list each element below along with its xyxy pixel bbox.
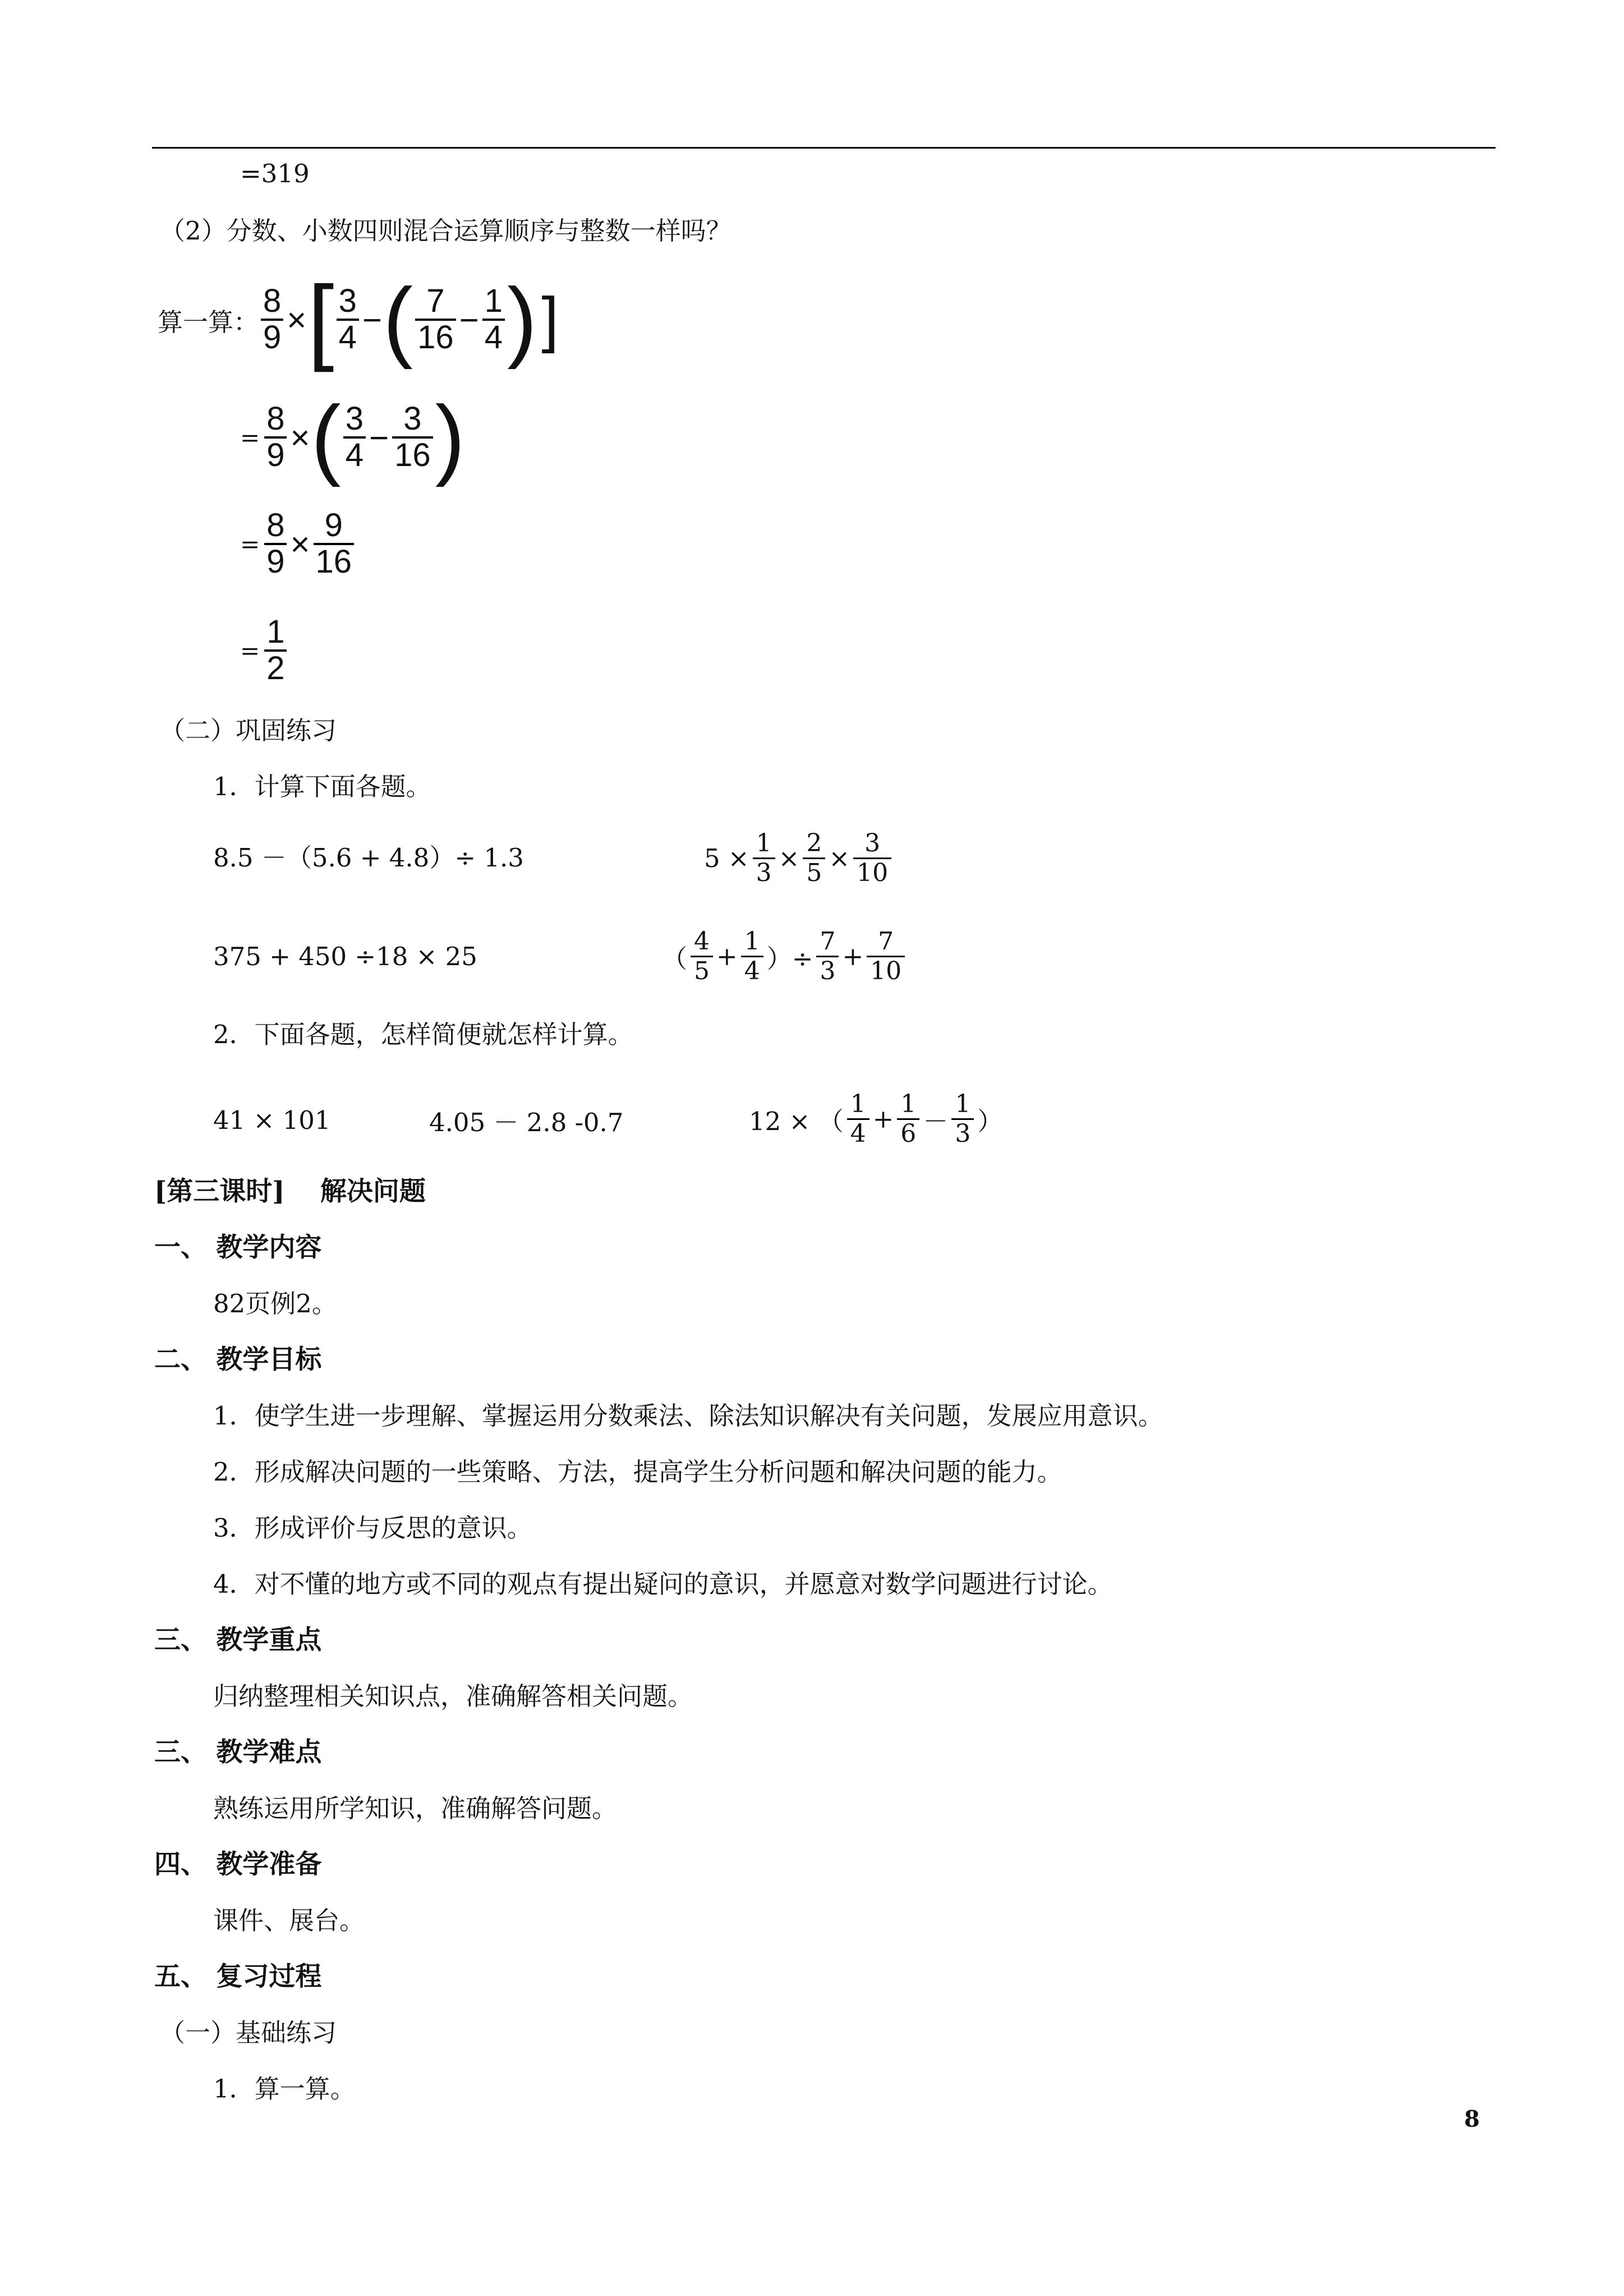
fraction [264, 509, 287, 579]
numerator: 2 [806, 829, 822, 858]
fraction [264, 402, 287, 473]
result-line: =319 [240, 159, 310, 188]
expression-text: 12 × （ [749, 1106, 844, 1136]
numerator: 9 [324, 507, 343, 544]
numerator: 8 [266, 400, 285, 437]
fraction [816, 928, 839, 985]
fraction [803, 829, 825, 887]
numerator: 1 [955, 1090, 971, 1119]
times-sign: × [287, 301, 307, 339]
equals-sign: = [240, 637, 260, 665]
equals-sign: = [240, 423, 260, 451]
right-paren: ) [507, 269, 537, 370]
operator: + [716, 941, 738, 971]
denominator: 16 [394, 437, 431, 473]
question-2: （2）分数、小数四则混合运算顺序与整数一样吗？ [160, 216, 732, 246]
denominator: 9 [266, 543, 285, 580]
operator: × [829, 843, 850, 873]
fraction [847, 1090, 869, 1147]
exercise-2c [749, 1085, 1002, 1152]
numerator: 4 [694, 927, 710, 956]
numerator: 1 [850, 1090, 866, 1119]
numerator: 3 [338, 283, 357, 320]
section-heading-difficulty: 三、 教学难点 [154, 1737, 322, 1768]
fraction [314, 509, 355, 579]
numerator: 7 [820, 927, 836, 956]
numerator: 3 [864, 829, 881, 858]
operator: + [872, 1104, 894, 1134]
exercise-2a: 41 × 101 [213, 1105, 331, 1135]
denominator: 4 [484, 319, 503, 356]
math-line-2 [240, 387, 465, 487]
exercise-1b [704, 824, 895, 892]
math-line-1 [158, 266, 559, 373]
basic-practice-1: 1．算一算。 [213, 2074, 356, 2104]
section-heading-goals: 二、 教学目标 [154, 1344, 322, 1375]
exercise-1d [662, 923, 908, 990]
content-text: 82页例2。 [213, 1289, 337, 1318]
times-sign: × [290, 418, 310, 457]
goal-3: 3．形成评价与反思的意识。 [213, 1513, 532, 1543]
math-line-4 [240, 608, 289, 693]
exercise-2-title: 2．下面各题，怎样简便就怎样计算。 [213, 1020, 633, 1049]
fraction [392, 402, 433, 473]
denominator: 4 [345, 437, 364, 473]
numerator: 1 [266, 614, 285, 651]
calc-label: 算一算： [158, 307, 259, 337]
denominator: 3 [955, 1119, 971, 1148]
preparation-text: 课件、展台。 [213, 1906, 365, 1935]
section-heading-process: 五、 复习过程 [154, 1961, 322, 1992]
denominator: 4 [850, 1119, 866, 1148]
fraction [867, 928, 905, 985]
exercise-2b: 4.05 － 2.8 -0.7 [429, 1107, 624, 1137]
fraction [753, 829, 775, 887]
left-paren: ( [311, 387, 341, 487]
operator: × [778, 843, 800, 873]
denominator: 5 [806, 858, 822, 887]
key-point-text: 归纳整理相关知识点，准确解答相关问题。 [213, 1681, 693, 1711]
difficulty-text: 熟练运用所学知识，准确解答问题。 [213, 1794, 618, 1823]
numerator: 3 [345, 400, 364, 437]
left-bracket: [ [307, 266, 334, 373]
numerator: 1 [756, 829, 772, 858]
fraction [261, 284, 283, 355]
goal-4: 4．对不懂的地方或不同的观点有提出疑问的意识，并愿意对数学问题进行讨论。 [213, 1569, 1113, 1599]
denominator: 4 [744, 956, 760, 985]
minus-sign: − [459, 301, 479, 339]
numerator: 3 [403, 400, 422, 437]
numerator: 7 [426, 283, 445, 320]
numerator: 8 [263, 283, 282, 320]
operator: － [923, 1106, 949, 1136]
denominator: 9 [266, 437, 285, 473]
denominator: 10 [870, 956, 902, 985]
lesson-title: [第三课时] 解决问题 [154, 1176, 426, 1207]
expression-text: ）÷ [766, 943, 813, 974]
denominator: 3 [820, 956, 836, 985]
expression-text: ） [977, 1106, 1003, 1136]
exercise-1c: 375 + 450 ÷18 × 25 [213, 941, 477, 971]
right-bracket: ] [541, 285, 559, 354]
numerator: 1 [900, 1090, 917, 1119]
expression-text: 5 × [704, 843, 749, 873]
left-paren: ( [383, 269, 413, 370]
fraction [853, 829, 891, 887]
fraction [343, 402, 366, 473]
fraction [337, 284, 359, 355]
math-line-3 [240, 502, 356, 586]
section-heading-content: 一、 教学内容 [154, 1232, 322, 1263]
denominator: 6 [900, 1119, 917, 1148]
page-number: 8 [1464, 2106, 1480, 2132]
times-sign: × [290, 525, 310, 563]
fraction [415, 284, 456, 355]
section-heading-key-point: 三、 教学重点 [154, 1625, 322, 1656]
minus-sign: − [362, 301, 382, 339]
fraction [897, 1090, 919, 1147]
expression-text: （ [662, 943, 688, 974]
numerator: 1 [744, 927, 760, 956]
numerator: 1 [484, 283, 503, 320]
fraction [741, 928, 763, 985]
denominator: 16 [315, 543, 352, 580]
numerator: 7 [878, 927, 894, 956]
denominator: 3 [756, 858, 772, 887]
section-heading-preparation: 四、 教学准备 [154, 1849, 322, 1880]
operator: + [842, 941, 864, 971]
goal-2: 2．形成解决问题的一些策略、方法，提高学生分析问题和解决问题的能力。 [213, 1457, 1062, 1487]
equals-sign: = [240, 530, 260, 558]
numerator: 8 [266, 507, 285, 544]
denominator: 16 [417, 319, 454, 356]
denominator: 5 [694, 956, 710, 985]
denominator: 4 [338, 319, 357, 356]
consolidation-heading: （二）巩固练习 [160, 716, 337, 745]
fraction [951, 1090, 974, 1147]
fraction [691, 928, 713, 985]
basic-practice-heading: （一）基础练习 [160, 2018, 337, 2048]
denominator: 10 [857, 858, 889, 887]
fraction [264, 615, 287, 686]
exercise-1-title: 1．计算下面各题。 [213, 772, 431, 801]
header-rule [152, 147, 1496, 149]
exercise-1a: 8.5 －（5.6 + 4.8）÷ 1.3 [213, 842, 524, 873]
denominator: 9 [263, 319, 282, 356]
goal-1: 1．使学生进一步理解、掌握运用分数乘法、除法知识解决有关问题，发展应用意识。 [213, 1401, 1163, 1431]
right-paren: ) [435, 387, 465, 487]
fraction [482, 284, 505, 355]
denominator: 2 [266, 650, 285, 686]
minus-sign: − [369, 418, 389, 457]
